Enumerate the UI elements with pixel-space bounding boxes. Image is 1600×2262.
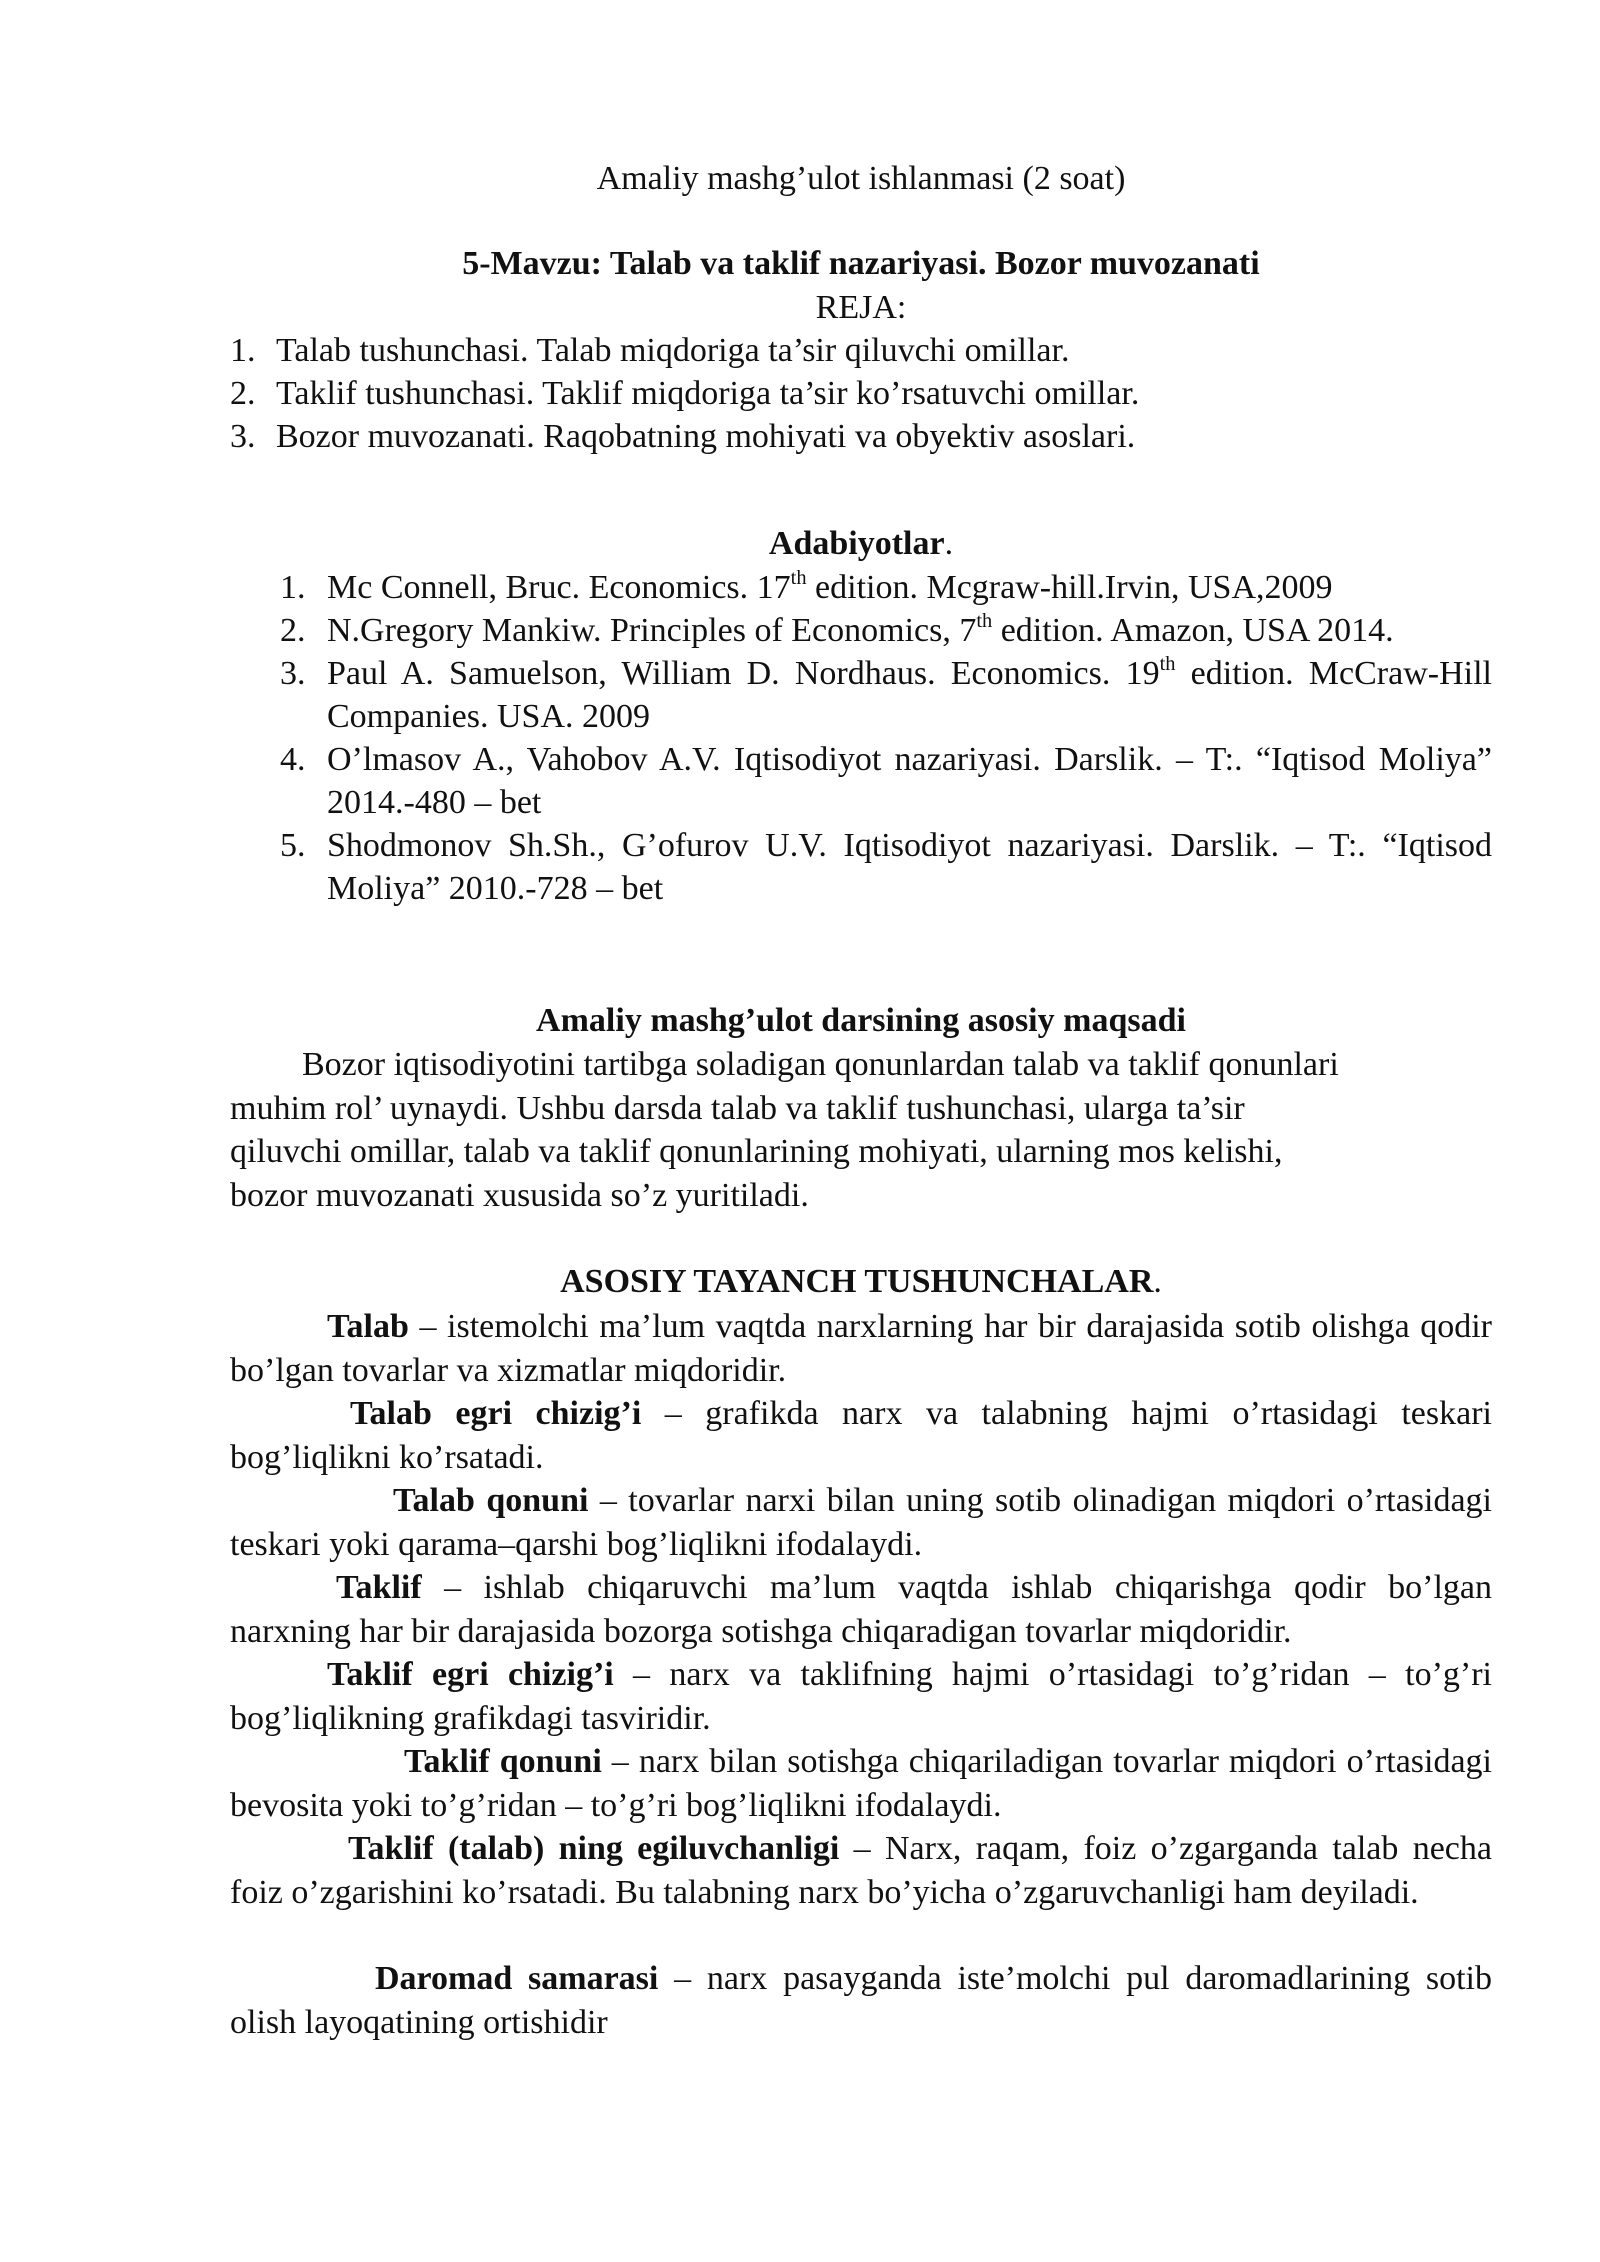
- concepts-title: ASOSIY TAYANCH TUSHUNCHALAR: [560, 1263, 1154, 1300]
- concept-definition: [230, 1653, 1492, 1740]
- goal-paragraph: [230, 1043, 1492, 1217]
- concept-term: Talab: [327, 1308, 409, 1345]
- concept-term: Taklif egri chizig’i: [327, 1656, 614, 1693]
- concept-definition: [230, 1827, 1492, 1914]
- concept-term: Daromad samarasi: [375, 1960, 659, 1997]
- concept-definition: [230, 1957, 1492, 2044]
- plan-item-text: Talab tushunchasi. Talab miqdoriga ta’sir qiluvchi omillar.: [276, 332, 1070, 369]
- concept-definition: [230, 1392, 1492, 1479]
- plan-label: REJA:: [815, 289, 907, 326]
- document-header-line: Amaliy mashg’ulot ishlanmasi (2 soat): [596, 160, 1126, 197]
- concept-term: Talab qonuni: [393, 1482, 589, 1519]
- literature-title-punct: .: [944, 525, 954, 562]
- literature-item-number: 5.: [280, 827, 306, 864]
- concept-def: – Narx, raqam, foiz o’zgarganda talab necha foiz o’zgarishini ko’rsatadi. Bu talabning narx bo’yicha o’zgaruvchanligi ham deyiladi.: [230, 1830, 1492, 1911]
- plan-item: [230, 415, 1492, 458]
- literature-item-text: Paul A. Samuelson, William D. Nordhaus. Economics. 19th edition. McCraw-Hill Companies. USA. 2009: [327, 652, 1492, 735]
- literature-item: [280, 652, 1492, 738]
- concept-def: – grafikda narx va talabning hajmi o’rtasidagi teskari bog’liqlikni ko’rsatadi.: [230, 1395, 1492, 1476]
- literature-item-number: 3.: [280, 655, 306, 692]
- plan-item-text: Taklif tushunchasi. Taklif miqdoriga ta’sir ko’rsatuvchi omillar.: [276, 375, 1140, 412]
- plan-item-number: 1.: [230, 332, 256, 369]
- literature-item: [280, 609, 1492, 652]
- literature-heading: [230, 522, 1492, 565]
- concept-definition: [230, 1566, 1492, 1653]
- plan-item-text: Bozor muvozanati. Raqobatning mohiyati va obyektiv asoslari.: [276, 418, 1136, 455]
- goal-line: qiluvchi omillar, talab va taklif qonunlarining mohiyati, ularning mos kelishi,: [230, 1133, 1283, 1170]
- concept-definition: [230, 1305, 1492, 1392]
- concept-term: Taklif: [336, 1569, 422, 1606]
- literature-item-text: Shodmonov Sh.Sh., G’ofurov U.V. Iqtisodiyot nazariyasi. Darslik. – T:. “Iqtisod Moliya” 2010.-728 – bet: [327, 827, 1492, 907]
- goal-title: Amaliy mashg’ulot darsining asosiy maqsadi: [536, 1002, 1186, 1039]
- concept-def: – ishlab chiqaruvchi ma’lum vaqtda ishlab chiqarishga qodir bo’lgan narxning har bir darajasida bozorga sotishga chiqaradigan tovarlar miqdoridir.: [230, 1569, 1492, 1650]
- concept-def: – narx bilan sotishga chiqariladigan tovarlar miqdori o’rtasidagi bevosita yoki to’g’ridan – to’g’ri bog’liqlikni ifodalaydi.: [230, 1743, 1492, 1824]
- literature-item-number: 4.: [280, 741, 306, 778]
- plan-list: [230, 329, 1492, 458]
- literature-item-number: 1.: [280, 569, 306, 606]
- concept-def: – narx va taklifning hajmi o’rtasidagi to’g’ridan – to’g’ri bog’liqlikning grafikdagi tasviridir.: [230, 1656, 1492, 1737]
- concept-definition: [230, 1740, 1492, 1827]
- literature-item: [280, 566, 1492, 609]
- concepts-heading: [230, 1260, 1492, 1303]
- concept-term: Taklif qonuni: [404, 1743, 602, 1780]
- literature-item-text: N.Gregory Mankiw. Principles of Economics, 7th edition. Amazon, USA 2014.: [327, 609, 1394, 649]
- plan-item: [230, 329, 1492, 372]
- concept-term: Talab egri chizig’i: [350, 1395, 642, 1432]
- plan-item-number: 2.: [230, 375, 256, 412]
- goal-line: Bozor iqtisodiyotini tartibga soladigan qonunlardan talab va taklif qonunlari: [302, 1046, 1339, 1083]
- concepts-title-punct: .: [1153, 1263, 1162, 1300]
- goal-line: bozor muvozanati xususida so’z yuritiladi.: [230, 1176, 809, 1214]
- plan-item: [230, 372, 1492, 415]
- concept-term: Taklif (talab) ning egiluvchanligi: [348, 1830, 840, 1867]
- concept-definition: [230, 1479, 1492, 1566]
- concept-def: – narx pasayganda iste’molchi pul daromadlarining sotib olish layoqatining ortishidir: [230, 1960, 1492, 2041]
- literature-title: Adabiyotlar: [768, 525, 945, 562]
- concept-def: – istemolchi ma’lum vaqtda narxlarning har bir darajasida sotib olishga qodir bo’lgan tovarlar va xizmatlar miqdoridir.: [230, 1308, 1492, 1389]
- literature-item: [280, 738, 1492, 824]
- literature-list: [280, 566, 1492, 910]
- literature-item-text: Mc Connell, Bruc. Economics. 17th edition. Mcgraw-hill.Irvin, USA,2009: [327, 566, 1333, 606]
- plan-item-number: 3.: [230, 418, 256, 455]
- topic-title: 5-Mavzu: Talab va taklif nazariyasi. Bozor muvozanati: [462, 245, 1260, 282]
- literature-item-text: O’lmasov A., Vahobov A.V. Iqtisodiyot nazariyasi. Darslik. – T:. “Iqtisod Moliya” 2014.-480 – bet: [327, 741, 1492, 821]
- concept-def: – tovarlar narxi bilan uning sotib olinadigan miqdori o’rtasidagi teskari yoki qarama–qarshi bog’liqlikni ifodalaydi.: [230, 1482, 1493, 1563]
- literature-item: [280, 824, 1492, 910]
- goal-line: muhim rol’ uynaydi. Ushbu darsda talab va taklif tushunchasi, ularga ta’sir: [230, 1089, 1245, 1127]
- literature-item-number: 2.: [280, 612, 306, 649]
